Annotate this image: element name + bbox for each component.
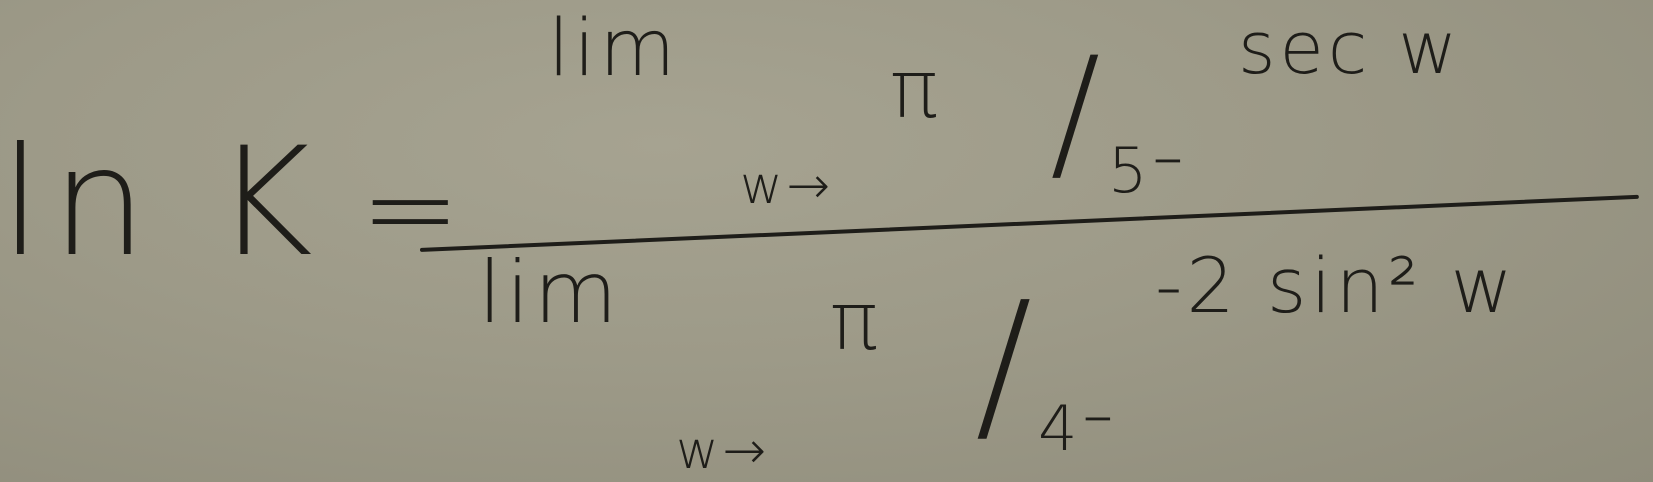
denominator-limit-variable: w→	[676, 421, 771, 481]
numerator-exponent: sec w	[1238, 6, 1462, 90]
equals-sign: =	[360, 140, 465, 279]
lhs-ln-k: ln K	[0, 116, 323, 290]
denominator-slash: /	[975, 266, 1037, 464]
denominator-exponent: -2 sin² w	[1155, 241, 1517, 330]
numerator-limit-variable: w→	[740, 156, 835, 216]
denominator-lim: lim	[478, 243, 622, 343]
numerator-slash: /	[1050, 26, 1105, 200]
denominator-limit-denominator: 4⁻	[1038, 392, 1119, 465]
numerator-limit-denominator: 5⁻	[1108, 134, 1189, 207]
denominator-pi: π	[830, 275, 883, 368]
numerator-pi: π	[890, 43, 943, 136]
numerator-lim: lim	[548, 4, 680, 94]
